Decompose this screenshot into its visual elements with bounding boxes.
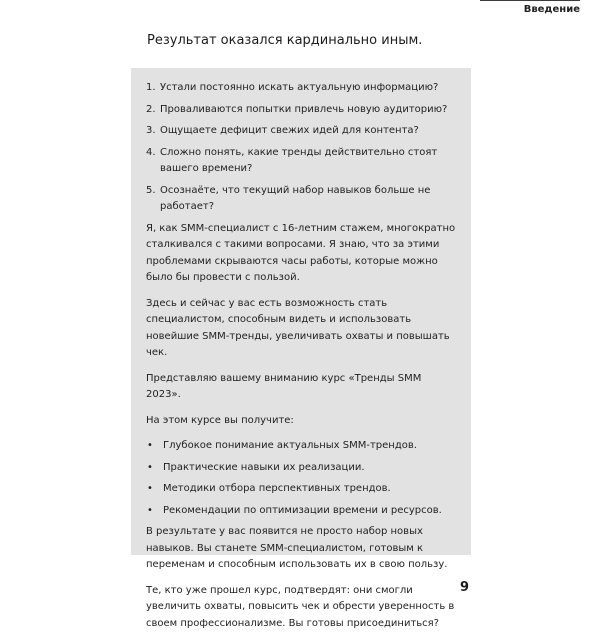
benefit-item (146, 481, 457, 498)
result-paragraph: В результате у вас появится не просто набор новых навыков. Вы станете SMM-специалистом, готовым к переменам и способным использовать их в свою пользу. (146, 524, 457, 574)
question-text: Устали постоянно искать актуальную информацию? (160, 80, 457, 97)
benefit-item (146, 460, 457, 477)
benefit-item (146, 438, 457, 455)
running-header (480, 0, 580, 15)
lead-sentence: Результат оказался кардинально иным. (147, 33, 422, 48)
question-text: Сложно понять, какие тренды действительно стоят вашего времени? (160, 145, 457, 178)
question-number: 1. (146, 80, 160, 97)
benefit-text: Рекомендации по оптимизации времени и ресурсов. (163, 503, 457, 520)
question-text: Проваливаются попытки привлечь новую аудиторию? (160, 102, 457, 119)
bullet-icon: • (146, 481, 163, 498)
page-number: 9 (460, 580, 469, 595)
bullet-icon: • (146, 460, 163, 477)
question-item (146, 145, 457, 178)
benefits-intro-paragraph: На этом курсе вы получите: (146, 413, 457, 430)
question-item (146, 102, 457, 119)
benefit-text: Практические навыки их реализации. (163, 460, 457, 477)
question-item (146, 183, 457, 216)
question-text: Осознаёте, что текущий набор навыков больше не работает? (160, 183, 457, 216)
question-number: 3. (146, 123, 160, 140)
section-title: Введение (480, 4, 580, 15)
opportunity-paragraph: Здесь и сейчас у вас есть возможность стать специалистом, способным видеть и использовать новейшие SMM-тренды, увеличивать охваты и повышать чек. (146, 296, 457, 362)
testimonial-paragraph: Те, кто уже прошел курс, подтвердят: они смогли увеличить охваты, повысить чек и обрести уверенность в своем профессионализме. Вы готовы присоединиться? (146, 583, 457, 632)
question-item (146, 80, 457, 97)
experience-paragraph: Я, как SMM-специалист с 16-летним стажем, многократно сталкивался с такими вопросами. Я знаю, что за этими проблемами скрываются часы работы, которые можно было бы провести с пользой. (146, 221, 457, 287)
bullet-icon: • (146, 503, 163, 520)
question-item (146, 123, 457, 140)
benefits-list (146, 438, 457, 519)
course-intro-paragraph: Представляю вашему вниманию курс «Тренды SMM 2023». (146, 371, 457, 404)
bullet-icon: • (146, 438, 163, 455)
question-text: Ощущаете дефицит свежих идей для контента? (160, 123, 457, 140)
question-number: 4. (146, 145, 160, 178)
questions-list (146, 80, 457, 216)
question-number: 2. (146, 102, 160, 119)
benefit-text: Глубокое понимание актуальных SMM-трендов. (163, 438, 457, 455)
benefit-text: Методики отбора перспективных трендов. (163, 481, 457, 498)
question-number: 5. (146, 183, 160, 216)
header-rule (480, 0, 580, 1)
highlight-box (131, 68, 471, 555)
benefit-item (146, 503, 457, 520)
